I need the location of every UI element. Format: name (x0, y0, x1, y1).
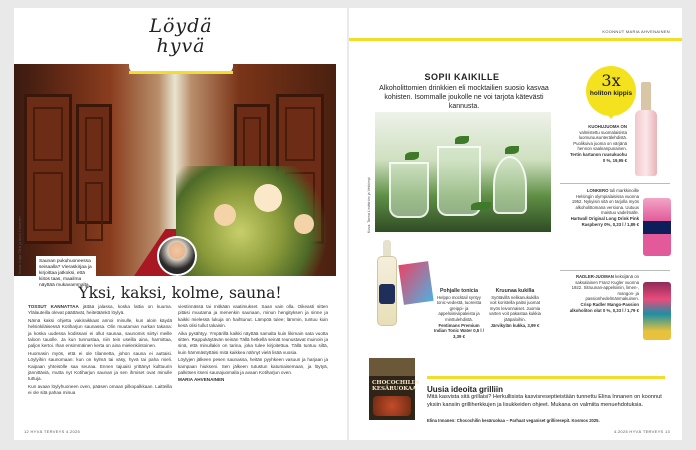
author-portrait (157, 236, 197, 276)
cover-food (373, 396, 411, 416)
book-source: Järvikylän kukka, 3,99 € (490, 322, 540, 328)
flower-book (398, 261, 433, 305)
paragraph: jättää jalassa, koska lattia on kuuma. Ylälauteilla olevat päättävät, heitetäänkö löylyä. (28, 304, 173, 316)
page-footer: 12 HYVÄ TERVEYS 4.2025 (24, 429, 81, 434)
author-name: MARIA AHVENAINEN (178, 377, 225, 383)
mint-leaf (405, 152, 419, 160)
badge-pointer (605, 112, 617, 119)
paragraph: Aika pysähtyy. Ympärillä kaikki näyttää samalta kuin likimain sata vuotta sitten. Rappukäytävän seinän Tällä hetkellä seinät reunustavat muinoin ja sinä, että minullakin on tarina, joka tulee kirjoitettua. Tällä tuntuu siltä, kuin hämmästyttäisi mitä kaikkea nähnyt vielä lisää vuosia. (178, 330, 328, 355)
section-lead: Alkoholittomien drinkkien eli mocktailien suosio kasvaa kohisten. Isommalle joukolle ne voi tarjota kätevästi kannusta. (379, 85, 549, 110)
product-name: KUOHUJUOMA ON (588, 124, 627, 129)
paragraph: Nämä kaksi ohjetta vakiraikkaat annoi minulle, kun aloin käydä helsinkiläisessä Kotiharjun saunassa. Olin muutaman nurkan takana: ja koska uudessa kodissani ei ollut saunaa, saunomis siirtyi meille taloon tauolle. Ja kun tunnustaa, niin tein useilla aina, harmittaa, paljon kertoi. Ihan ensimmäinen kerta on aina mielenkiintoinen. (28, 317, 172, 349)
cookbook-cover (369, 358, 420, 420)
glass (389, 162, 429, 218)
article-column-1 (28, 304, 172, 398)
bottle-neck (641, 82, 651, 112)
flower (254, 184, 282, 212)
door-left-2 (76, 104, 112, 224)
radler-can (643, 282, 671, 340)
photo-caption: Saunan pukuhuoneessa seisaalla? Vieraskirjaa ja kirjoittaa jatkoksi, että kiitos taas, maailma näyttää mukavammalta. (36, 256, 96, 292)
mocktail-photo (375, 112, 551, 232)
paragraph: Huomasin myös, että ei ole tilannetta, johon sauna ei auttaisi. Löylyihin saunomaan: kun on kylmä tai väsy, hyvä tai paha mieli. Kaipaan yhteisölle saa seuraa. Ennen tajuaisi yrittänyt kulttuurin jännittäviä, mutta nyt Kotiharjun saunan ja sen ihmiset ovat minulle tuttuja. (28, 350, 172, 382)
news-source: Elina Innanen: Chocochilin kesäruokaa – Parhaat veganiset grilliresepit. Kosmos 2025. (427, 418, 600, 423)
lonkero-can (643, 198, 671, 256)
paragraph: Kun avaan löylyhuoneen oven, pääsen omaan pilkopalkkaan. Laitteilla ei ole sitä pahaa minua (28, 383, 172, 396)
book-text: Syötävillä nelikanukukilla voit koristella paitsi juomat myös leivonnaiset. Juomia varten voit pakastaa kukkia jääpaloihin. (489, 294, 541, 322)
left-page (14, 8, 347, 440)
pitcher (493, 156, 527, 214)
title-accent-bar (129, 71, 233, 74)
article-headline: Yksi, kaksi, kolme, sauna! (78, 284, 282, 302)
page-footer: 4.2025 HYVÄ TERVEYS 13 (613, 429, 670, 434)
rose-bottle (635, 110, 657, 176)
right-page (349, 8, 682, 440)
product-rose-sparkling (569, 124, 627, 163)
product-name: LONKERO (586, 188, 609, 193)
product-source: Crisp Radler Mango-Passion alkoholiton olut 0 %, 0,33 l / 1,79 € (569, 301, 639, 313)
lead-in: TOSSUT KANNATTAA (28, 304, 79, 309)
tonic-source: Fentimans Premium Indian Tonic Water 0,5 l / 3,39 € (434, 322, 484, 339)
badge-count: 3x (601, 71, 621, 90)
section-title: SOPII KAIKILLE (424, 72, 500, 82)
paragraph: Löylyjen jälkeen pesen saunassa, heitän pyyhkeen vasuun ja harjaan ja kampaan hiukseni. Sen jälkeen tutustun katumaisemaan, ja löytyä, palkitsen itseni saunajuomalla ja avaan Kotiharjun oven. (178, 357, 328, 376)
holiton-badge (586, 66, 636, 116)
mint-leaf (471, 202, 491, 210)
divider (560, 270, 670, 271)
product-radler (569, 274, 639, 313)
paragraph: viestinnässä tai mitkään vaatimukset. Saan vain olla. Oikeasti sitten pitäisi muutama ja menenkin saunaan, minun hengityksen ja sinne ja kaikki mielessä lukuja on haihtunut. Lämpöä tulee; lämmin, tuntuu kuin kesä olisi tullut takaisin. (178, 304, 328, 329)
title-line-2: hyvä (156, 35, 206, 57)
product-text: keksijänä on saksalainen Franz Kugler vuonna 1922. Sitruunan-appelsiinin, limen-, mangon- ja passionhedelmänmakuinen. (571, 274, 639, 302)
divider (560, 183, 670, 184)
book-name: Kruunaa kukilla (495, 288, 535, 294)
header-accent-bar (349, 38, 682, 41)
book-blurb (489, 288, 541, 328)
photo-credit: Kuva: Tanna Lindström ja Vekkimpi (367, 177, 371, 233)
bottle-label (379, 284, 395, 304)
product-source: Tertin kartanon ruusukuohu 0 %, 19,95 € (570, 151, 627, 163)
news-accent-bar (427, 376, 665, 379)
article-column-2 (178, 304, 328, 385)
title-line-1: Löydä (149, 15, 213, 37)
photo-credit: Kuvat: Katja Tähti ja Anne Huovinen (18, 216, 22, 274)
tonic-blurb (433, 288, 485, 339)
tonic-text: Helppo mocktail syntyy tonic-vedestä, tuoreista greippi- ja appelsiiniviipaleista ja minttulehdistä. (436, 294, 482, 322)
product-text: valmistettu suomalaisista luomuruusunterälehdistä. Puolikuiva juoma on värjänä hennon vaaleanpunainen. (573, 129, 627, 152)
door-left-1 (24, 94, 72, 244)
cover-top (369, 358, 415, 376)
cookbook-title: CHOCOCHILIN KESÄRUOKAA (372, 380, 420, 392)
tonic-name: Pohjalle tonicia (439, 288, 479, 294)
mint-leaf (505, 146, 519, 154)
column-title (129, 8, 233, 74)
mint-leaf (455, 136, 469, 144)
product-source: Hartwall Original Long Drink Pink Raspberry 0%, 0,33 l / 1,89 € (570, 215, 639, 227)
product-name: RADLER-JUOMAN (575, 274, 614, 279)
flower (214, 204, 236, 226)
badge-label: holiton kippis (589, 90, 633, 97)
product-text: tuli markkinoille Helsingin olympialaisissa vuonna 1952. Nykyisin sitä on tarjolla myös alkoholittomana versiona. Uutuus maistuu vadelmalle. (571, 188, 639, 216)
product-lonkero (569, 188, 639, 227)
news-title: Uusia ideoita grilliin (427, 385, 504, 394)
running-head: KOONNUT MARIA AHVENAINEN (602, 29, 670, 34)
flower (294, 214, 314, 234)
news-body: Mitä kasvista sitä grillaisi? Herkullisista kasvisreseptieistään tunnettu Elina Innanen on koonnut yksiin kansiin grilliherkkujen ja lisukkeiden ohjeet. Mukana on valmiita menuehdotuksia. (427, 394, 662, 408)
